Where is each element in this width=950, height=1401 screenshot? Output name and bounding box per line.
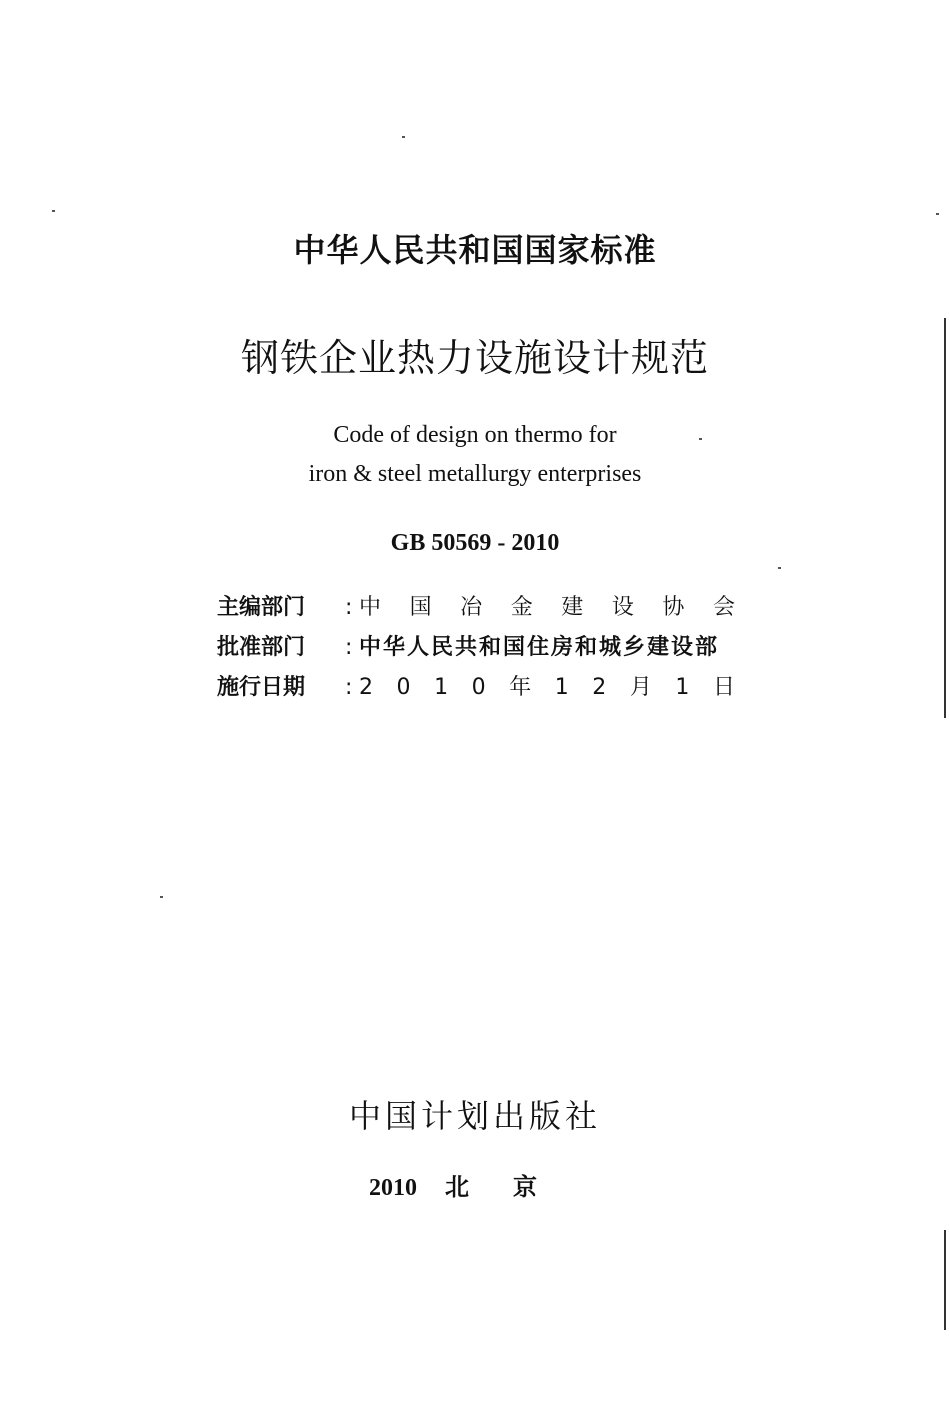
scan-speck: [52, 210, 55, 212]
approver-row: [217, 628, 747, 668]
date-char: 0: [396, 675, 411, 700]
approver-label: 批准部门: [217, 635, 306, 660]
editor-value: [359, 592, 747, 624]
scan-edge-line-lower: [944, 1230, 946, 1330]
editor-char: 冶: [460, 595, 483, 620]
publication-year: 2010: [369, 1175, 417, 1201]
date-char: 2: [592, 675, 607, 700]
meta-block: [217, 588, 747, 708]
editor-char: 国: [409, 595, 432, 620]
date-char: 1: [434, 675, 449, 700]
editor-row: [217, 588, 747, 628]
scan-speck: [699, 438, 702, 440]
effective-date-value: [359, 672, 747, 704]
editor-char: 金: [510, 595, 533, 620]
publisher-name: 中国计划出版社: [348, 1097, 601, 1135]
english-title-line-1: Code of design on thermo for: [333, 422, 617, 448]
editor-char: 会: [712, 595, 735, 620]
scan-speck: [402, 136, 405, 138]
editor-char: 中: [359, 595, 382, 620]
editor-colon: :: [345, 595, 353, 620]
approver-colon: :: [345, 635, 353, 660]
scan-speck: [778, 567, 781, 569]
date-char: 年: [509, 675, 532, 700]
editor-char: 协: [662, 595, 685, 620]
scan-edge-line-upper: [944, 318, 946, 718]
english-title-line-2: iron & steel metallurgy enterprises: [308, 461, 642, 487]
publication-line: [0, 1172, 950, 1204]
date-char: 月: [629, 675, 652, 700]
scan-speck: [160, 896, 163, 898]
editor-label: 主编部门: [217, 595, 306, 620]
date-char: 2: [359, 675, 373, 700]
publication-city: 北京: [445, 1175, 581, 1201]
standard-number: GB 50569 - 2010: [390, 530, 560, 556]
national-standard-heading: 中华人民共和国国家标准: [293, 231, 657, 269]
editor-char: 设: [611, 595, 634, 620]
date-char: 0: [471, 675, 486, 700]
effective-date-row: [217, 668, 747, 708]
effective-date-label: 施行日期: [217, 675, 306, 700]
effective-date-colon: :: [345, 675, 353, 700]
scan-speck: [936, 213, 939, 215]
editor-char: 建: [561, 595, 584, 620]
date-char: 日: [712, 675, 735, 700]
approver-value: 中华人民共和国住房和城乡建设部: [359, 635, 720, 660]
date-char: 1: [675, 675, 690, 700]
date-char: 1: [554, 675, 569, 700]
chinese-title: 钢铁企业热力设施设计规范: [240, 336, 709, 380]
